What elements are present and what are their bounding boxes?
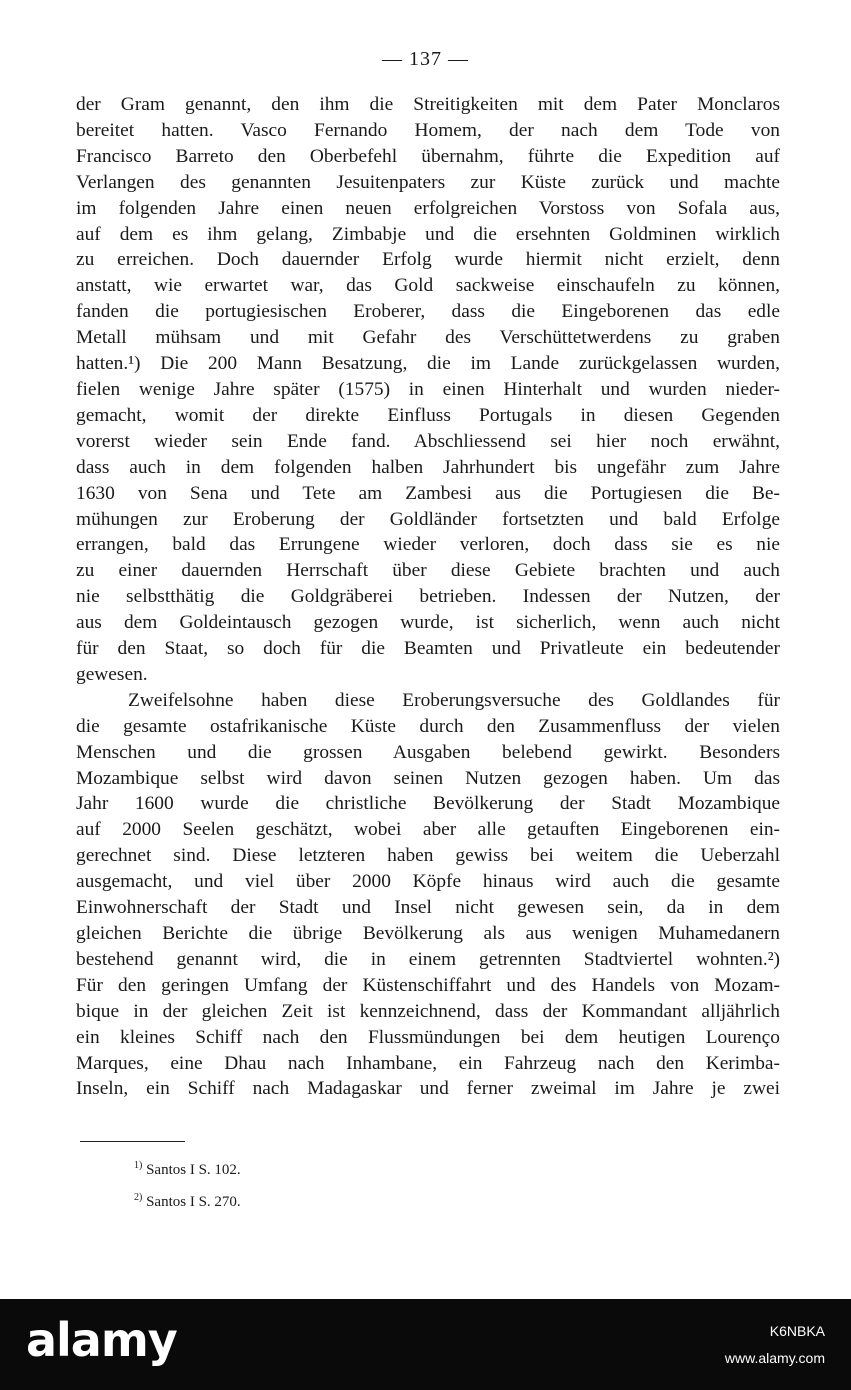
text-line: Für den geringen Umfang der Küstenschiffahrt und des Handels von Mozam-	[76, 974, 780, 996]
text-line: Marques, eine Dhau nach Inhambane, ein Fahrzeug nach den Kerimba-	[76, 1052, 780, 1074]
text-line: Jahr 1600 wurde die christliche Bevölkerung der Stadt Mozambique	[76, 793, 780, 815]
text-line: vorerst wieder sein Ende fand. Abschliessend sei hier noch erwähnt,	[76, 430, 780, 452]
text-line: fanden die portugiesischen Eroberer, dass die Eingeborenen das edle	[76, 301, 780, 323]
text-line: Einwohnerschaft der Stadt und Insel nicht gewesen sein, da in dem	[76, 897, 780, 919]
text-line: aus dem Goldeintausch gezogen wurde, ist sicherlich, wenn auch nicht	[76, 612, 780, 634]
text-line: Metall mühsam und mit Gefahr des Verschüttetwerdens zu graben	[76, 327, 780, 349]
text-line: Verlangen des genannten Jesuitenpaters zur Küste zurück und machte	[76, 171, 780, 193]
text-line: nie selbstthätig die Goldgräberei betrieben. Indessen der Nutzen, der	[76, 586, 780, 608]
text-line: fielen wenige Jahre später (1575) in einen Hinterhalt und wurden nieder-	[76, 378, 780, 400]
footnote-1	[134, 1152, 241, 1184]
text-line: gewesen.	[76, 663, 148, 685]
text-line: ausgemacht, und viel über 2000 Köpfe hinaus wird auch die gesamte	[76, 871, 780, 893]
text-line: gleichen Berichte die übrige Bevölkerung als aus wenigen Muhamedanern	[76, 923, 780, 944]
text-line: Menschen und die grossen Ausgaben belebend gewirkt. Besonders	[76, 741, 780, 763]
text-line: anstatt, wie erwartet war, das Gold sackweise einschaufeln zu können,	[76, 275, 780, 297]
footnote-divider	[80, 1141, 185, 1142]
text-line: gemacht, womit der direkte Einfluss Portugals in diesen Gegenden	[76, 404, 780, 426]
text-line: mühungen zur Eroberung der Goldländer fortsetzten und bald Erfolge	[76, 508, 780, 530]
text-line: auf dem es ihm gelang, Zimbabje und die ersehnten Goldminen wirklich	[76, 223, 780, 245]
text-line: dass auch in dem folgenden halben Jahrhundert bis ungefähr zum Jahre	[76, 456, 780, 478]
footnote-text: Santos I S. 270.	[146, 1194, 241, 1210]
text-line: auf 2000 Seelen geschätzt, wobei aber alle getauften Eingeborenen ein-	[76, 819, 780, 841]
footnotes	[134, 1152, 241, 1216]
footnote-mark: 1)	[134, 1160, 143, 1171]
text-line: bestehend genannt wird, die in einem getrennten Stadtviertel wohnten.²)	[76, 948, 780, 970]
text-line: 1630 von Sena und Tete am Zambesi aus die Portugiesen die Be-	[76, 482, 780, 504]
text-line: ein kleines Schiff nach den Flussmündungen bei dem heutigen Lourenço	[76, 1026, 780, 1048]
watermark-url: www.alamy.com	[724, 1350, 825, 1366]
text-line: errangen, bald das Errungene wieder verloren, doch dass sie es nie	[76, 534, 780, 556]
text-line: der Gram genannt, den ihm die Streitigkeiten mit dem Pater Monclaros	[76, 94, 780, 115]
text-line: Inseln, ein Schiff nach Madagaskar und ferner zweimal im Jahre je zwei	[76, 1078, 780, 1100]
text-line: die gesamte ostafrikanische Küste durch den Zusammenfluss der vielen	[76, 715, 780, 737]
text-line: Zweifelsohne haben diese Eroberungsversuche des Goldlandes für	[128, 689, 780, 711]
text-line: Francisco Barreto den Oberbefehl übernahm, führte die Expedition auf	[76, 145, 780, 167]
text-line: für den Staat, so doch für die Beamten und Privatleute ein bedeutender	[76, 638, 780, 660]
text-line: im folgenden Jahre einen neuen erfolgreichen Vorstoss von Sofala aus,	[76, 197, 780, 219]
footnote-text: Santos I S. 102.	[146, 1162, 241, 1178]
image-id: K6NBKA	[769, 1323, 825, 1339]
body-text	[76, 92, 780, 1102]
text-line: zu erreichen. Doch dauernder Erfolg wurde hiermit nicht erzielt, denn	[76, 249, 780, 271]
page-number: — 137 —	[382, 48, 469, 70]
text-line: bereitet hatten. Vasco Fernando Homem, der nach dem Tode von	[76, 119, 780, 141]
text-line: gerechnet sind. Diese letzteren haben gewiss bei weitem die Ueberzahl	[76, 845, 780, 867]
text-line: zu einer dauernden Herrschaft über diese Gebiete brachten und auch	[76, 560, 780, 582]
alamy-logo: alamy	[26, 1313, 177, 1367]
footnote-2	[134, 1184, 241, 1216]
footnote-mark: 2)	[134, 1192, 143, 1203]
text-line: Mozambique selbst wird davon seinen Nutzen gezogen haben. Um das	[76, 767, 780, 789]
text-line: hatten.¹) Die 200 Mann Besatzung, die im Lande zurückgelassen wurden,	[76, 353, 780, 375]
text-line: bique in der gleichen Zeit ist kennzeichnend, dass der Kommandant alljährlich	[76, 1000, 780, 1022]
